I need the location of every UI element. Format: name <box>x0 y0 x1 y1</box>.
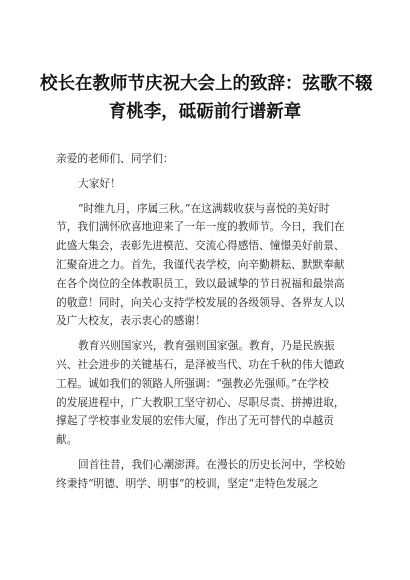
greeting: 大家好！ <box>78 176 121 190</box>
paragraph-line: 的发展进程中，广大教职工坚守初心、尽职尽责、拼搏进取， <box>56 395 345 409</box>
title-line: 校长在教师节庆祝大会上的致辞：弦歌不辍 <box>40 74 373 94</box>
salutation: 亲爱的老师们、同学们： <box>56 152 174 165</box>
paragraph-line: 回首往昔，我们心潮澎湃。在漫长的历史长河中，学校始 <box>78 457 346 471</box>
paragraph-line: 汇聚奋进之力。首先，我谨代表学校，向辛勤耕耘、默默奉献 <box>56 257 345 271</box>
paragraph-line: “时维九月，序属三秋。”在这满载收获与喜悦的美好时 <box>78 201 330 215</box>
paragraph-line: 献。 <box>56 433 78 447</box>
paragraph-line: 此盛大集会，表彰先进模范、交流心得感悟、憧憬美好前景、 <box>56 239 345 253</box>
paragraph-3 <box>56 456 358 494</box>
paragraph-1 <box>56 200 358 332</box>
paragraph-line: 在各个岗位的全体教职员工，致以最诚挚的节日祝福和最崇高 <box>56 276 345 290</box>
paragraph-line: 终秉持“明德、明学、明事”的校训，坚定“走特色发展之 <box>56 476 319 490</box>
title-line: 育桃李，砥砺前行谱新章 <box>108 102 302 122</box>
paragraph-line: 及广大校友，表示衷心的感谢！ <box>56 314 206 328</box>
paragraph-line: 的敬意！同时，向关心支持学校发展的各级领导、各界友人以 <box>56 295 345 309</box>
paragraph-line: 节，我们满怀欣喜地迎来了一年一度的教师节。今日，我们在 <box>56 220 345 234</box>
paragraph-line: 工程。诚如我们的领路人所强调：“强教必先强师。”在学校 <box>56 376 329 390</box>
paragraph-2 <box>56 337 358 450</box>
paragraph-line: 兴、社会进步的关键基石，是泽被当代、功在千秋的伟大德政 <box>56 357 345 371</box>
document-title <box>40 70 373 126</box>
document-body <box>56 150 358 494</box>
paragraph-line: 教育兴则国家兴，教育强则国家强。教育，乃是民族振 <box>78 339 335 353</box>
paragraph-line: 撑起了学校事业发展的宏伟大厦，作出了无可替代的卓越贡 <box>56 414 334 428</box>
